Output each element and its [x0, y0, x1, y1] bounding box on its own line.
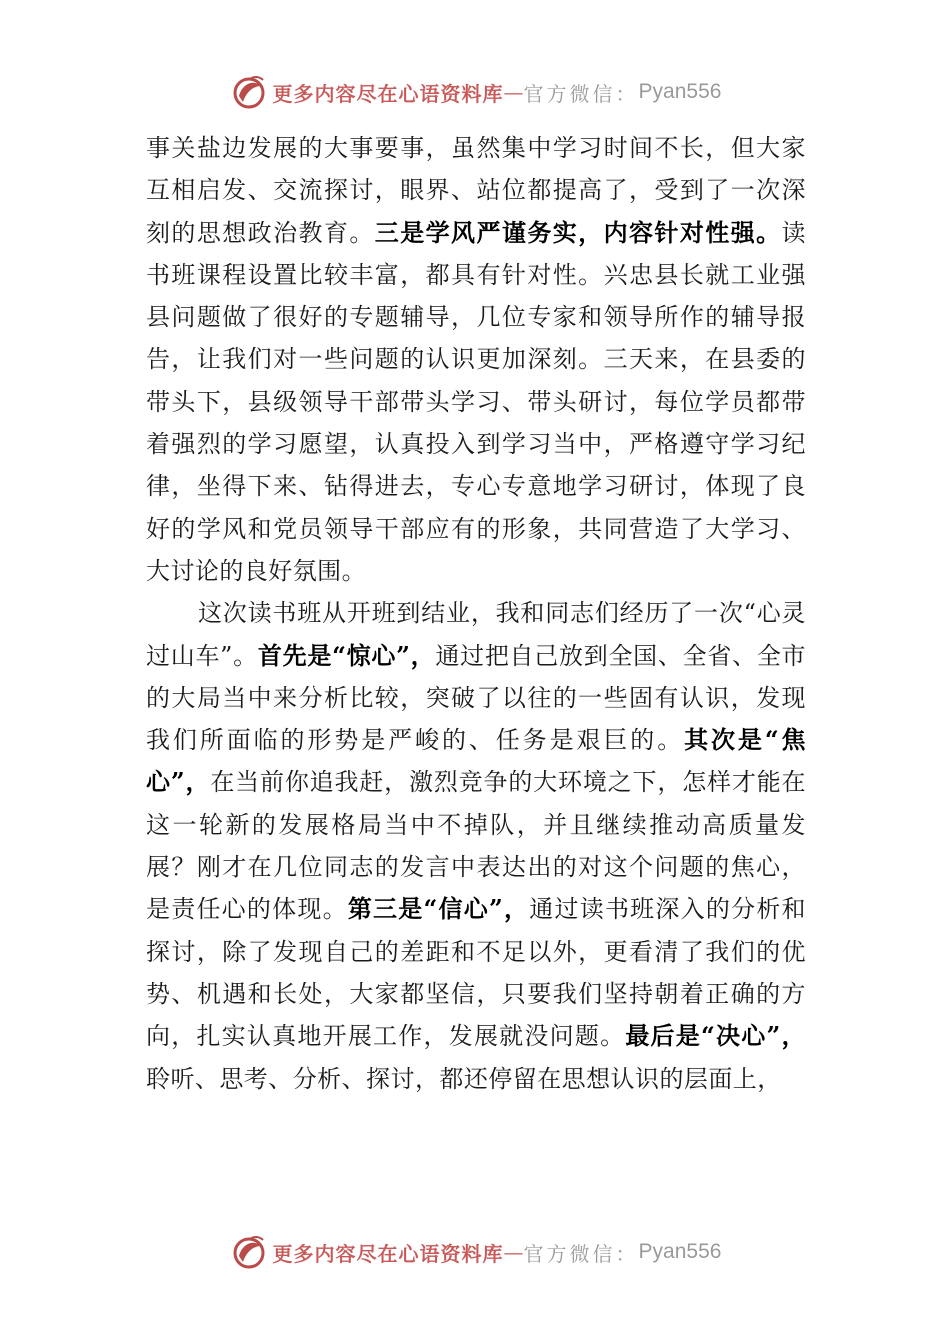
library-slogan: 更多内容尽在心语资料库 [272, 1241, 504, 1266]
library-slogan: 更多内容尽在心语资料库 [272, 81, 504, 106]
wechat-label: 官方微信： [523, 1241, 639, 1266]
paragraph-1 [146, 127, 806, 592]
document-body [146, 127, 806, 1100]
text-run: 在当前你追我赶，激烈竞争的大环境之下，怎样才能在这一轮新的发展格局当中不掉队，并且继续推动高质量发展？刚才在几位同志的发言中表达出的对这个问题的焦心，是责任心的体现。 [146, 768, 806, 924]
wechat-id: Pyan556 [638, 80, 722, 103]
bold-phrase: 第三是“信心”， [347, 894, 530, 924]
library-logo-icon [229, 72, 269, 112]
bold-phrase: 三是学风严谨务实，内容针对性强。 [374, 217, 782, 247]
text-run: 事关盐边发展的大事要事，虽然集中学习时间不长，但大家互相启发、交流探讨，眼界、站位都提高了，受到了一次深刻的思想政治教育。 [146, 134, 806, 247]
text-run: 通过读书班深入的分析和探讨，除了发现自己的差距和不足以外，更看清了我们的优势、机遇和长处，大家都坚信，只要我们坚持朝着正确的方向，扎实认真地开展工作，发展就没问题。 [146, 895, 806, 1051]
text-run: 读书班课程设置比较丰富，都具有针对性。兴忠县长就工业强县问题做了很好的专题辅导，几位专家和领导所作的辅导报告，让我们对一些问题的认识更加深刻。三天来，在县委的带头下，县级领导干部带头学习、带头研讨，每位学员都带着强烈的学习愿望，认真投入到学习当中，严格遵守学习纪律，坐得下来、钻得进去，专心专意地学习研讨，体现了良好的学风和党员领导干部应有的形象，共同营造了大学习、大讨论的良好氛围。 [146, 218, 806, 585]
paragraph-2 [146, 592, 806, 1100]
bold-phrase: 其次是“焦心”， [146, 725, 807, 797]
footer-banner [0, 1230, 950, 1274]
text-run: 聆听、思考、分析、探讨，都还停留在思想认识的层面上， [146, 1064, 782, 1093]
bold-phrase: 最后是“决心”， [625, 1021, 806, 1051]
text-run: 通过把自己放到全国、全省、全市的大局当中来分析比较，突破了以往的一些固有认识，发现我们所面临的形势是严峻的、任务是艰巨的。 [146, 641, 806, 755]
separator-dash: — [503, 80, 524, 104]
header-banner [0, 70, 950, 114]
wechat-id: Pyan556 [638, 1240, 722, 1263]
separator-dash: — [503, 1240, 524, 1264]
wechat-label: 官方微信： [523, 81, 639, 106]
text-run: 这次读书班从开班到结业，我和同志们经历了一次“心灵过山车”。 [146, 599, 806, 670]
bold-phrase: 首先是“惊心”， [257, 640, 436, 670]
library-logo-icon [229, 1232, 269, 1272]
